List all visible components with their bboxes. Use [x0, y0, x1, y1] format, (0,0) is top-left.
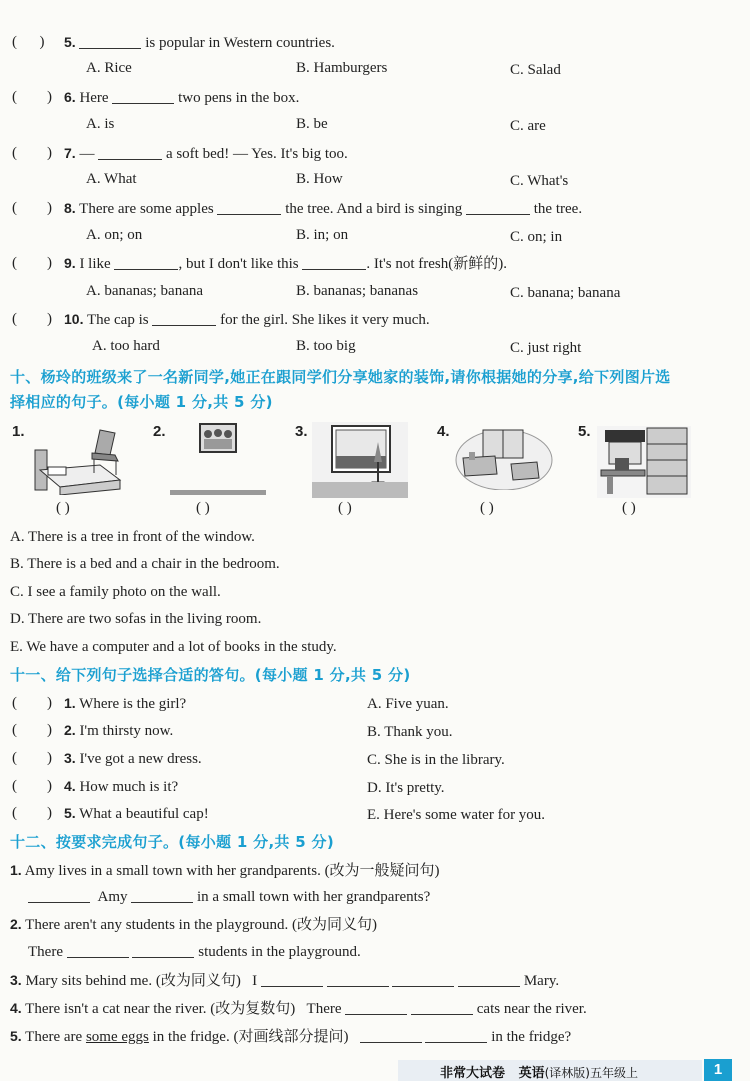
sentence-a: A. There is a tree in front of the window. — [10, 529, 255, 545]
living-room-picture — [455, 424, 553, 490]
section-10-title-line1: 十、杨玲的班级来了一名新同学,她正在跟同学们分享她家的装饰,请你根据她的分享,给下列图片选 — [10, 368, 671, 386]
study-picture — [597, 426, 691, 498]
sentence-b: B. There is a bed and a chair in the bedroom. — [10, 556, 280, 572]
footer-edition: (译林版) — [544, 1066, 590, 1080]
section-12-title: 十二、按要求完成句子。(每小题 1 分,共 5 分) — [10, 833, 334, 851]
footer-subject: 英语 — [518, 1066, 545, 1081]
answer-paren-pic-4[interactable]: ( ) — [480, 500, 494, 516]
pic-num-5: 5. — [578, 423, 591, 440]
footer-brand: 非常大试卷 — [440, 1066, 506, 1081]
section-10-title-line2: 择相应的句子。(每小题 1 分,共 5 分) — [10, 393, 273, 411]
page-footer — [0, 1056, 750, 1081]
footer-grade: 五年级上 — [589, 1066, 638, 1080]
pic-num-1: 1. — [12, 423, 25, 440]
bedroom-picture — [30, 425, 130, 495]
pic-num-3: 3. — [295, 423, 308, 440]
sentence-c: C. I see a family photo on the wall. — [10, 584, 221, 600]
answer-paren-pic-5[interactable]: ( ) — [622, 500, 636, 516]
answer-paren-pic-1[interactable]: ( ) — [56, 500, 70, 516]
window-tree-picture — [312, 422, 408, 498]
section-11-title: 十一、给下列句子选择合适的答句。(每小题 1 分,共 5 分) — [10, 666, 411, 684]
pic-num-2: 2. — [153, 423, 166, 440]
page-number: 1 — [713, 1061, 723, 1078]
page-number-badge — [704, 1059, 732, 1081]
answer-paren-pic-2[interactable]: ( ) — [196, 500, 210, 516]
answer-paren-pic-3[interactable]: ( ) — [338, 500, 352, 516]
pic-num-4: 4. — [437, 423, 450, 440]
sentence-d: D. There are two sofas in the living room. — [10, 611, 262, 627]
sentence-e: E. We have a computer and a lot of books in the study. — [10, 639, 337, 655]
family-photo-picture — [170, 422, 270, 498]
